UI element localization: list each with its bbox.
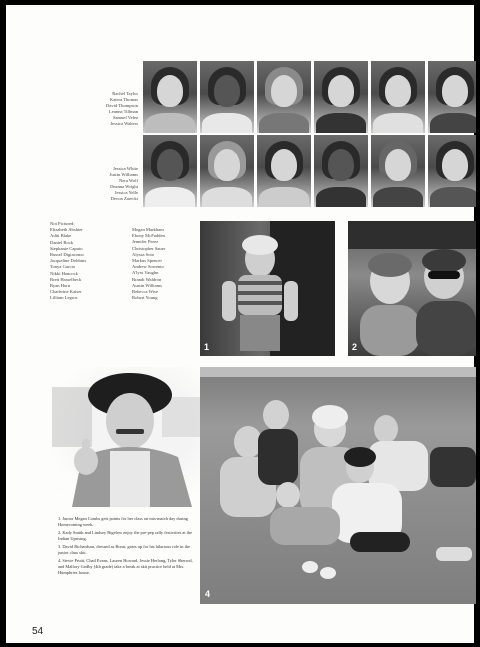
name: Jennifer Perez [132,239,159,245]
photo-number: 4 [205,589,211,599]
photo-1-mismatch-day [200,221,335,356]
portrait-david-thompson [257,61,311,133]
yearbook-page [6,5,474,643]
name: Chadwine Kaiser [50,289,82,295]
name: Rebecca Wise [132,289,158,295]
photo-number: 3 [58,491,64,501]
name: Nikki Hancock [50,270,78,276]
caption-3: 3. David Richardson, dressed as Borat, gears up for his hilarious role in the junior class skit. [58,544,190,555]
name: Elizabeth Abshier [50,227,83,233]
photo-number: 1 [204,342,210,352]
name: Jessica White [112,166,138,171]
name: Ebony McFadden [132,233,165,239]
name: Katera Thomas [109,97,138,102]
name: Daniel Bock [50,239,74,245]
name: Robert Young [132,295,158,301]
caption-1: 1. Junior Megan Combs gets points for her class on mis-match day during Homecoming week. [58,516,188,527]
photo-3-figure [52,367,200,507]
name: Russel Digiacomo [50,252,84,258]
caption-2: 2. Kady Smith and Lindsey Bigelow enjoy the pre-pep rally festivities at the Indian Uprising. [58,530,193,541]
name: Devon Zarecki [110,196,138,201]
name: Alyssa Soto [132,251,155,257]
page-number: 54 [32,626,44,637]
not-pictured-col-1 [50,221,86,302]
name: Stephanie Caputo [50,245,83,251]
name: Samuel Velez [112,115,138,120]
portrait-jessica-walters [428,61,476,133]
name: Jessica Yelle [114,190,138,195]
name: Lilliam Legros [50,295,78,301]
portrait-jessica-white [143,135,197,207]
portrait-leanna-tillman [314,61,368,133]
name: Andrew Sorrento [132,264,164,270]
portrait-nera-wolf [257,135,311,207]
name: Leanna Tillman [109,109,138,114]
not-pictured-title: Not Pictured: [50,221,75,226]
photo-1-figure [200,221,335,356]
photo-4-skit-practice [200,367,476,604]
photo-2-figures [348,221,476,356]
photo-3-borat-costume [52,367,200,507]
name: Brett Hasselbeck [50,276,82,282]
photo-captions [58,516,200,578]
not-pictured-col-2 [132,227,165,301]
name: Deanna Wright [110,184,138,189]
name: Megan Markham [132,227,164,232]
name: Aditi Blake [50,233,72,239]
portrait-devon-zarecki [428,135,476,207]
name: A'lyss Vaughn [132,270,159,276]
name: Markus Spencer [132,258,162,264]
name: Rachel Taylor [112,91,138,96]
name: Justin Williams [109,172,138,177]
name: Christopher Sauer [132,245,166,251]
caption-4: 4. Stevie Pruitt, Chad Evans, Lauren Howard, Jessie Herlong, Tyler Sherrod, and Mallory Godby (4th grade) take a break at skit practice held at Mrs. Humphries house. [58,558,193,575]
portrait-samuel-velez [371,61,425,133]
name-list-row-1 [66,91,138,127]
name: Austin Williams [132,282,162,288]
portrait-rachel-taylor [143,61,197,133]
name-list-row-2 [66,166,138,202]
name: Jessica Walters [110,121,138,126]
name: Ryan Horn [50,283,71,289]
photo-2-pep-rally [348,221,476,356]
name: Jacqueline Dobbins [50,258,87,264]
portrait-katera-thomas [200,61,254,133]
name: Tonya Garcia [50,264,75,270]
photo-number: 2 [352,342,358,352]
photo-4-group [200,367,476,604]
name: Nera Wolf [118,178,138,183]
name: David Thompson [106,103,138,108]
portrait-justin-williams [200,135,254,207]
portrait-jessica-yelle [371,135,425,207]
portrait-deanna-wright [314,135,368,207]
name: Brandi Waldron [132,276,162,282]
